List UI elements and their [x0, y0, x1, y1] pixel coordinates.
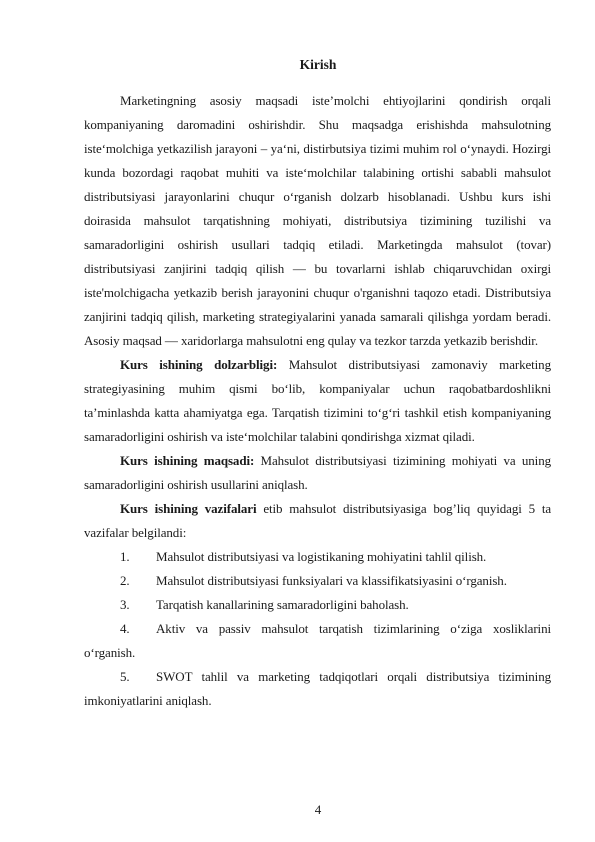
- list-item-text: Tarqatish kanallarining samaradorligini baholash.: [156, 597, 409, 612]
- list-item-number: 3.: [120, 597, 130, 612]
- tasks-text: etib mahsulot distributsiyasiga bog’liq quyidagi 5 ta vazifalar belgilandi:: [84, 501, 552, 540]
- goal-text: Mahsulot distributsiyasi tizimining mohiyati va uning samaradorligini oshirish usullarini aniqlash.: [84, 453, 551, 492]
- list-item: [84, 665, 551, 713]
- page-number: 4: [314, 802, 322, 817]
- goal-label: Kurs ishining maqsadi:: [120, 453, 255, 468]
- list-item-number: 2.: [120, 573, 130, 588]
- page-title: Kirish: [299, 57, 337, 72]
- tasks-paragraph: [84, 497, 551, 545]
- relevance-label: Kurs ishining dolzarbligi:: [120, 357, 278, 372]
- body-text: [84, 89, 551, 713]
- list-item: [84, 593, 551, 617]
- relevance-paragraph: [84, 353, 551, 449]
- list-item: [84, 569, 551, 593]
- list-item-number: 5.: [120, 669, 130, 684]
- relevance-text: Mahsulot distributsiyasi zamonaviy marketing strategiyasining muhim qismi bo‘lib, kompaniyalar uchun raqobatbardoshlikni ta’minlashda katta ahamiyatga ega. Tarqatish tizimini to‘g‘ri tashkil etish kompaniyaning samaradorligini oshirish va iste‘molchilar talabini qondirishga xizmat qiladi.: [84, 357, 551, 444]
- list-item-number: 1.: [120, 549, 130, 564]
- list-item-text: Mahsulot distributsiyasi funksiyalari va klassifikatsiyasini o‘rganish.: [156, 573, 507, 588]
- tasks-label: Kurs ishining vazifalari: [120, 501, 257, 516]
- list-item-number: 4.: [120, 621, 130, 636]
- list-item-text: Aktiv va passiv mahsulot tarqatish tizimlarining o‘ziga xosliklarini o‘rganish.: [84, 621, 551, 660]
- list-item-text: SWOT tahlil va marketing tadqiqotlari orqali distributsiya tizimining imkoniyatlarini aniqlash.: [84, 669, 551, 708]
- list-item: [84, 545, 551, 569]
- list-item: [84, 617, 551, 665]
- intro-paragraph: Marketingning asosiy maqsadi iste’molchi ehtiyojlarini qondirish orqali kompaniyaning daromadini oshirishdir. Shu maqsadga erishishda mahsulotning iste‘molchiga yetkazilish jarayoni – ya‘ni, distirbutsiya tizimi muhim rol o‘ynaydi. Hozirgi kunda bozordagi raqobat muhiti va iste‘molchilar talabining ortishi sababli mahsulot distributsiyasi jarayonlarini chuqur o‘rganish dolzarb hisoblanadi. Ushbu kurs ishi doirasida mahsulot tarqatishning mohiyati, distributsiya tizimining tuzilishi va samaradorligini oshirish usullari tadqiq etiladi. Marketingda mahsulot (tovar) distributsiyasi zanjirini tadqiq qilish — bu tovarlarni ishlab chiqaruvchidan oxirgi iste'molchigacha yetkazib berish jarayonini chuqur o'rganishni taqozo etadi. Distributsiya zanjirini tadqiq qilish, marketing strategiyalarini yanada samarali qilishga yordam beradi. Asosiy maqsad — xaridorlarga mahsulotni eng qulay va tezkor tarzda yetkazib berishdir.: [84, 93, 551, 348]
- goal-paragraph: [84, 449, 551, 497]
- list-item-text: Mahsulot distributsiyasi va logistikaning mohiyatini tahlil qilish.: [156, 549, 487, 564]
